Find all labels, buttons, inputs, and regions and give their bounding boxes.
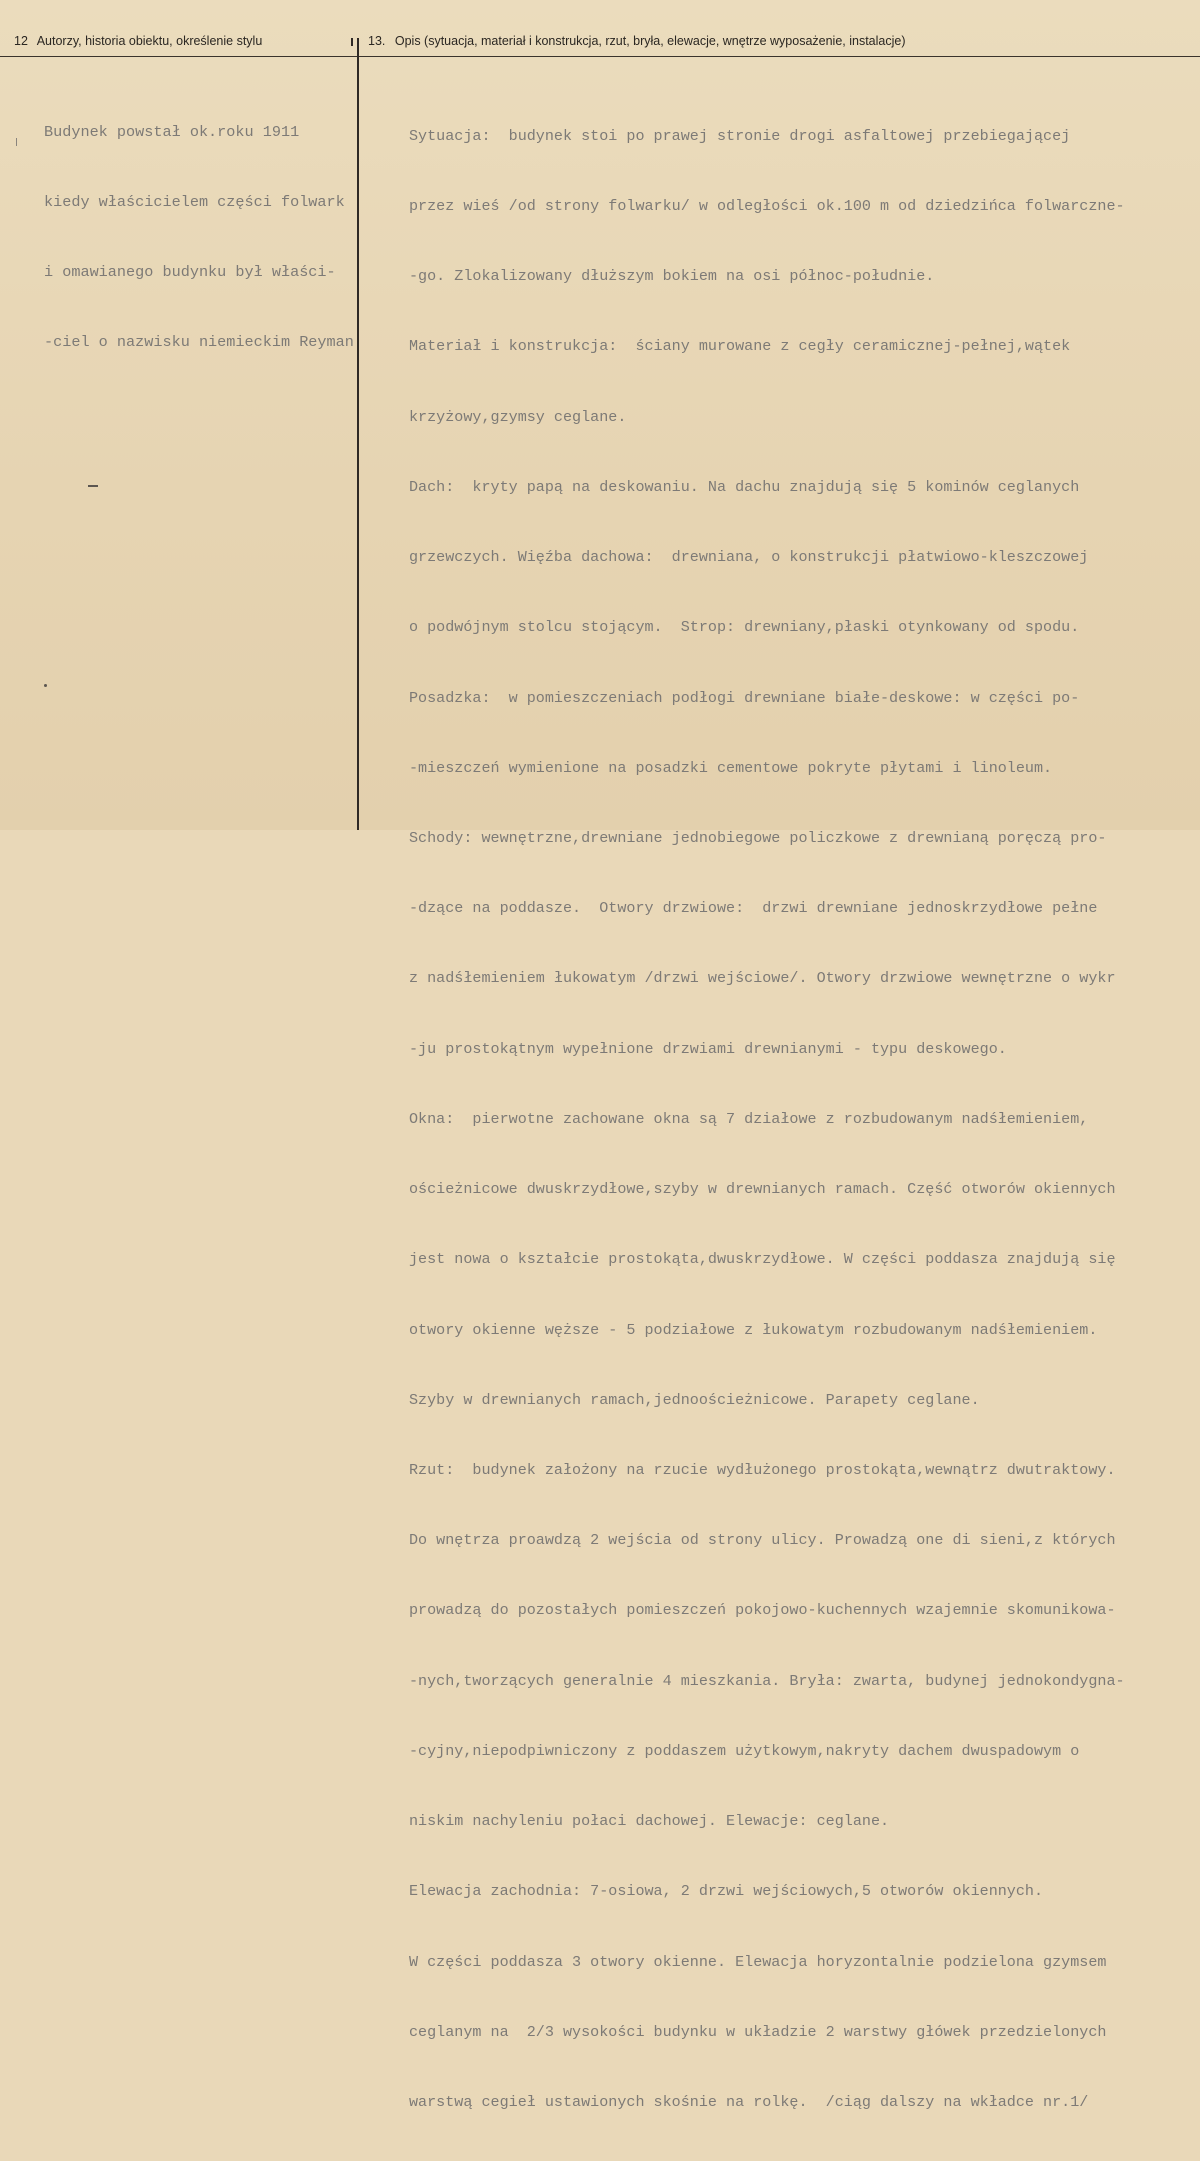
description-line: W części poddasza 3 otwory okienne. Elewacja horyzontalnie podzielona gzymsem xyxy=(409,1952,1107,1971)
history-line: kiedy właścicielem części folwark xyxy=(44,193,345,212)
history-text-block xyxy=(44,74,354,402)
margin-tick-mark xyxy=(16,138,17,146)
header-divider xyxy=(0,56,1200,57)
history-line: i omawianego budynku był właści- xyxy=(44,263,336,282)
pen-dot-mark xyxy=(44,684,47,687)
description-line: Posadzka: w pomieszczeniach podłogi drewniane białe-deskowe: w części po- xyxy=(409,688,1080,707)
description-line: Rzut: budynek założony na rzucie wydłużonego prostokąta,wewnątrz dwutraktowy. xyxy=(409,1460,1116,1479)
history-line: Budynek powstał ok.roku 1911 xyxy=(44,122,300,141)
description-line: Materiał i konstrukcja: ściany murowane z cegły ceramicznej-pełnej,wątek xyxy=(409,337,1071,356)
column-divider xyxy=(357,38,359,830)
description-line: Okna: pierwotne zachowane okna są 7 działowe z rozbudowanym nadśłemieniem, xyxy=(409,1109,1089,1128)
description-line: z nadśłemieniem łukowatym /drzwi wejściowe/. Otwory drzwiowe wewnętrzne o wykr xyxy=(409,969,1116,988)
description-line: Dach: kryty papą na deskowaniu. Na dachu znajdują się 5 kominów ceglanych xyxy=(409,477,1080,496)
section-13-header xyxy=(368,34,906,48)
column-divider-tick xyxy=(351,38,361,46)
description-line: -go. Zlokalizowany dłuższym bokiem na osi północ-południe. xyxy=(409,267,935,286)
description-line: -dzące na poddasze. Otwory drzwiowe: drzwi drewniane jednoskrzydłowe pełne xyxy=(409,899,1098,918)
description-line: -nych,tworzących generalnie 4 mieszkania. Bryła: zwarta, budynej jednokondygna- xyxy=(409,1671,1125,1690)
description-line: Schody: wewnętrzne,drewniane jednobiegowe policzkowe z drewnianą poręczą pro- xyxy=(409,829,1107,847)
description-line: niskim nachyleniu połaci dachowej. Elewacje: ceglane. xyxy=(409,1812,890,1831)
description-line: Sytuacja: budynek stoi po prawej stronie drogi asfaltowej przebiegającej xyxy=(409,126,1071,145)
section-12-title: Autorzy, historia obiektu, określenie stylu xyxy=(36,34,263,48)
history-line: -ciel o nazwisku niemieckim Reyman xyxy=(44,333,354,352)
description-line: -cyjny,niepodpiwniczony z poddaszem użytkowym,nakryty dachem dwuspadowym o xyxy=(409,1741,1080,1760)
description-line: warstwą cegieł ustawionych skośnie na rolkę. /ciąg dalszy na wkładce nr.1/ xyxy=(409,2092,1089,2111)
description-line: przez wieś /od strony folwarku/ w odległości ok.100 m od dziedzińca folwarczne- xyxy=(409,197,1125,216)
description-line: Do wnętrza proawdzą 2 wejścia od strony ulicy. Prowadzą one di sieni,z których xyxy=(409,1531,1116,1550)
description-line: jest nowa o kształcie prostokąta,dwuskrzydłowe. W części poddasza znajdują się xyxy=(409,1250,1116,1269)
pen-dash-mark xyxy=(88,485,98,487)
description-line: -mieszczeń wymienione na posadzki cementowe pokryte płytami i linoleum. xyxy=(409,758,1053,777)
description-line: -ju prostokątnym wypełnione drzwiami drewnianymi - typu deskowego. xyxy=(409,1039,1007,1058)
description-line: prowadzą do pozostałych pomieszczeń pokojowo-kuchennych wzajemnie skomunikowa- xyxy=(409,1601,1116,1620)
description-line: Szyby w drewnianych ramach,jednoościeżnicowe. Parapety ceglane. xyxy=(409,1390,980,1409)
description-line: Elewacja zachodnia: 7-osiowa, 2 drzwi wejściowych,5 otworów okiennych. xyxy=(409,1882,1044,1901)
description-line: o podwójnym stolcu stojącym. Strop: drewniany,płaski otynkowany od spodu. xyxy=(409,618,1080,637)
description-line: otwory okienne węższe - 5 podziałowe z łukowatym rozbudowanym nadśłemieniem. xyxy=(409,1320,1098,1339)
description-line: grzewczych. Więźba dachowa: drewniana, o konstrukcji płatwiowo-kleszczowej xyxy=(409,548,1089,567)
section-12-number: 12 xyxy=(14,34,28,48)
section-13-title: Opis (sytuacja, materiał i konstrukcja, rzut, bryła, elewacje, wnętrze wyposażenie, instalacje) xyxy=(394,34,906,48)
description-line: ceglanym na 2/3 wysokości budynku w układzie 2 warstwy główek przedzielonych xyxy=(409,2022,1107,2041)
section-13-number: 13. xyxy=(368,34,386,48)
section-12-header xyxy=(14,34,262,48)
description-line: krzyżowy,gzymsy ceglane. xyxy=(409,407,627,426)
description-line: ościeżnicowe dwuskrzydłowe,szyby w drewnianych ramach. Część otworów okiennych xyxy=(409,1180,1116,1199)
description-text-block xyxy=(409,78,1125,2161)
